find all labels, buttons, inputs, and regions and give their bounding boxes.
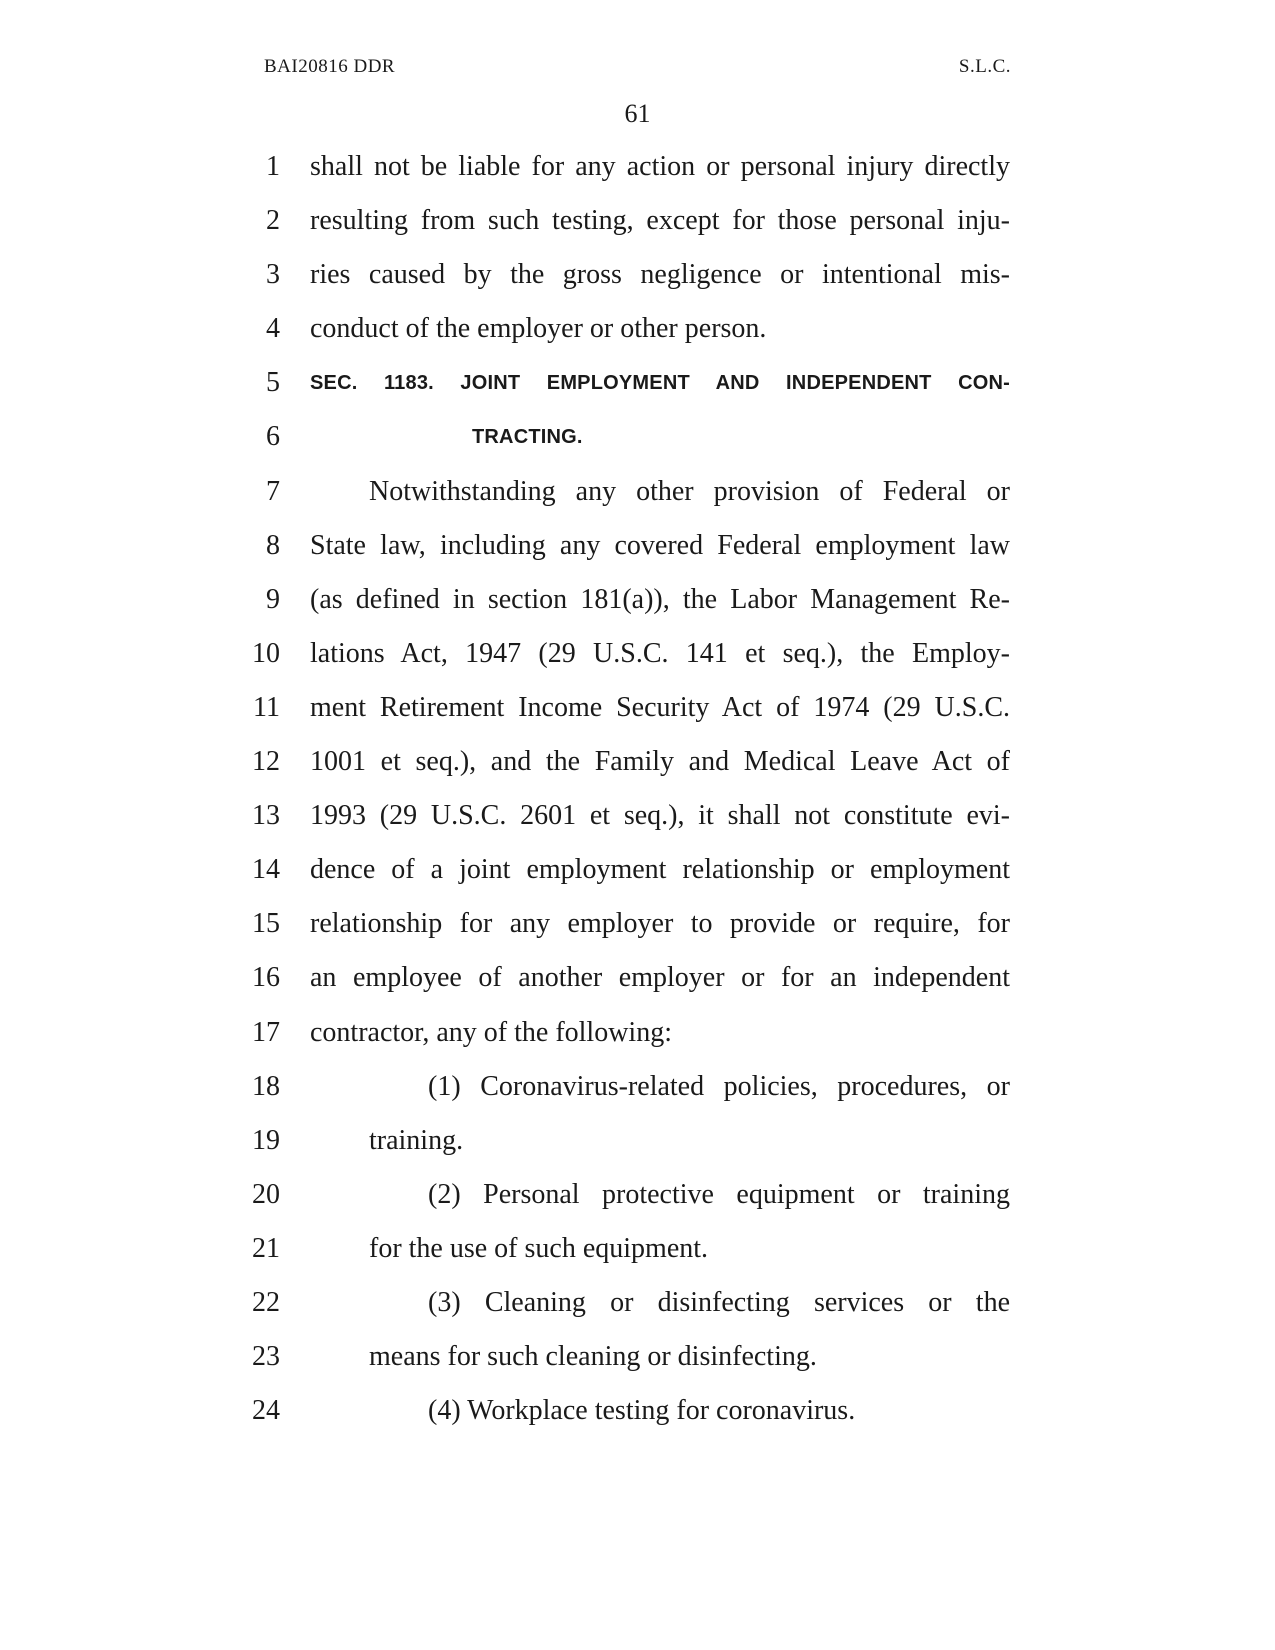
line-text: ment Retirement Income Security Act of 1974 (29 U.S.C. [310, 691, 1010, 723]
list-item-line [0, 1276, 1275, 1330]
page-number: 61 [624, 99, 651, 128]
line-number: 19 [252, 1124, 280, 1156]
line-number: 22 [252, 1286, 280, 1318]
list-item-line [0, 1330, 1275, 1384]
line [0, 789, 1275, 843]
bill-text [0, 140, 1275, 1438]
section-heading: SEC. 1183. JOINT EMPLOYMENT AND INDEPENDENT CON- [310, 372, 1010, 395]
line-text: 1993 (29 U.S.C. 2601 et seq.), it shall not constitute evi- [310, 800, 1010, 832]
line-number: 9 [266, 583, 280, 615]
line-number: 10 [252, 637, 280, 669]
list-item-text: (2) Personal protective equipment or training [428, 1178, 1010, 1210]
line [0, 1006, 1275, 1060]
line [0, 194, 1275, 248]
line-text: contractor, any of the following: [310, 1016, 672, 1048]
line-text: State law, including any covered Federal employment law [310, 529, 1010, 561]
line-text: 1001 et seq.), and the Family and Medical Leave Act of [310, 746, 1010, 778]
section-heading: TRACTING. [472, 426, 583, 449]
line-number: 3 [266, 259, 280, 291]
line-number: 13 [252, 800, 280, 832]
line-number: 18 [252, 1070, 280, 1102]
line-text: resulting from such testing, except for those personal inju- [310, 205, 1010, 237]
list-item-line [0, 1060, 1275, 1114]
line-number: 7 [266, 475, 280, 507]
line-number: 14 [252, 854, 280, 886]
line-number: 1 [266, 151, 280, 182]
line-number: 24 [252, 1395, 280, 1427]
list-item-line [0, 1222, 1275, 1276]
list-item-line [0, 1168, 1275, 1222]
line [0, 573, 1275, 627]
line-text: relationship for any employer to provide or require, for [310, 908, 1010, 940]
list-item-text: (3) Cleaning or disinfecting services or the [428, 1286, 1010, 1318]
line-number: 8 [266, 529, 280, 561]
line-number: 15 [252, 908, 280, 940]
line-text: an employee of another employer or for an independent [310, 962, 1010, 994]
line [0, 465, 1275, 519]
list-item-text: training. [369, 1124, 464, 1156]
list-item-line [0, 1114, 1275, 1168]
section-heading-line [0, 356, 1275, 410]
line-text: shall not be liable for any action or personal injury directly [310, 151, 1010, 182]
line-number: 6 [266, 421, 280, 453]
line-number: 5 [266, 367, 280, 399]
line-text: dence of a joint employment relationship or employment [310, 854, 1010, 886]
line-number: 16 [252, 962, 280, 994]
line [0, 248, 1275, 302]
list-item-line [0, 1384, 1275, 1438]
line-text: lations Act, 1947 (29 U.S.C. 141 et seq.), the Employ- [310, 637, 1010, 669]
line [0, 627, 1275, 681]
line-number: 4 [266, 313, 280, 345]
list-item-text: (1) Coronavirus-related policies, procedures, or [428, 1070, 1010, 1102]
line [0, 951, 1275, 1005]
line-number: 17 [252, 1016, 280, 1048]
document-id: BAI20816 DDR [264, 56, 396, 77]
list-item-text: means for such cleaning or disinfecting. [369, 1341, 817, 1373]
section-heading-line [0, 410, 1275, 464]
line-number: 12 [252, 746, 280, 778]
line-text: Notwithstanding any other provision of Federal or [369, 475, 1010, 507]
line-number: 11 [253, 691, 280, 723]
line-number: 2 [266, 205, 280, 237]
line [0, 735, 1275, 789]
list-item-text: for the use of such equipment. [369, 1232, 709, 1264]
line [0, 140, 1275, 194]
line-text: (as defined in section 181(a)), the Labor Management Re- [310, 583, 1010, 615]
line-number: 21 [252, 1232, 280, 1264]
line-text: conduct of the employer or other person. [310, 313, 767, 345]
line [0, 681, 1275, 735]
line [0, 519, 1275, 573]
line [0, 897, 1275, 951]
line-number: 23 [252, 1341, 280, 1373]
line [0, 843, 1275, 897]
office-code: S.L.C. [958, 56, 1011, 77]
line [0, 302, 1275, 356]
list-item-text: (4) Workplace testing for coronavirus. [428, 1395, 856, 1427]
line-number: 20 [252, 1178, 280, 1210]
line-text: ries caused by the gross negligence or intentional mis- [310, 259, 1010, 291]
